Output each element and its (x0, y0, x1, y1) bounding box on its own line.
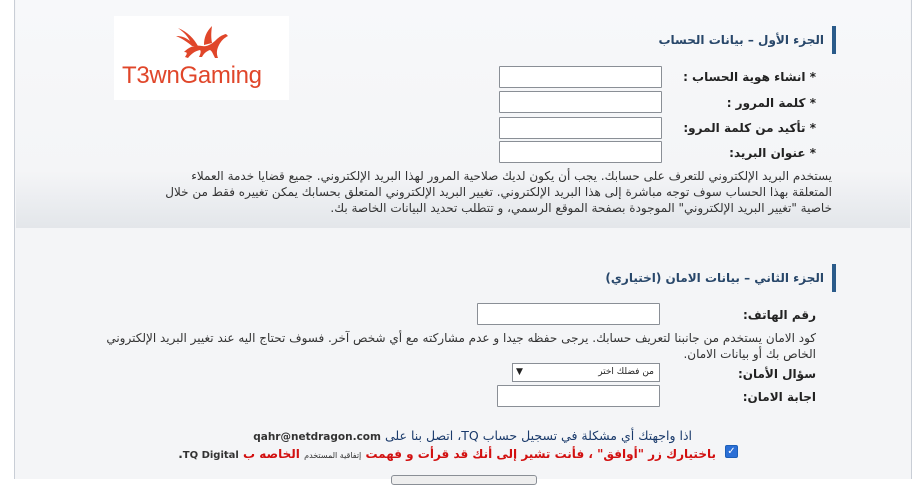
security-code-note (36, 330, 816, 362)
email-usage-note (112, 168, 832, 216)
agreement-text: باختيارك زر "أوافق" ، فأنت تشير إلى أنك قد قرأت و فهمت إتفاقية المستخدم الخاصه ب TQ Digital. (178, 447, 716, 461)
logo (114, 16, 289, 100)
email-label: * عنوان البريد: (729, 146, 816, 160)
section2-heading: الجزء الثاني – بيانات الامان (اختياري) (605, 264, 836, 292)
phone-label: رقم الهاتف: (743, 308, 816, 322)
confirm-password-input[interactable] (499, 117, 662, 139)
logo-text: T3wnGaming (122, 62, 262, 89)
support-email-link[interactable]: qahr@netdragon.com (253, 431, 381, 443)
password-input[interactable] (499, 91, 662, 113)
note-line: يستخدم البريد الإلكتروني للتعرف على حسابك. يجب أن يكون لديك صلاحية المرور لهذا البريد الإلكتروني. جميع قضايا خدمة العملاء (191, 169, 832, 183)
note-line: كود الامان يستخدم من جانبنا لتعريف حسابك. يرجى حفظه جيدا و عدم مشاركته مع أي شخص آخر. فسوف تحتاج اليه عند تغيير البريد الإلكتروني (106, 331, 816, 345)
account-id-label: * انشاء هوية الحساب : (683, 70, 816, 84)
agree-button[interactable] (391, 475, 537, 485)
confirm-password-label: * تأكيد من كلمة المرو: (683, 121, 816, 135)
pegasus-logo-icon (174, 24, 232, 62)
agreement-part2: الخاصه ب (243, 447, 300, 461)
chevron-down-icon: ▼ (516, 367, 523, 377)
agreement-brand: TQ Digital (182, 450, 239, 461)
account-id-input[interactable] (499, 66, 662, 88)
security-answer-label: اجابة الامان: (742, 390, 816, 404)
section1-heading: الجزء الأول – بيانات الحساب (658, 26, 836, 54)
email-input[interactable] (499, 141, 662, 163)
password-label: * كلمة المرور : (726, 96, 816, 110)
note-line: خاصية "تغيير البريد الإلكتروني" الموجودة بصفحة الموقع الرسمي، و تتطلب تحديد البيانات الخاصة بك. (330, 201, 832, 215)
help-message: اذا واجهتك أي مشكلة في تسجيل حساب TQ، اتصل بنا على (384, 428, 692, 443)
user-agreement-link[interactable]: إتفاقية المستخدم (304, 451, 362, 460)
security-question-value: من فضلك اختر (598, 367, 654, 377)
security-question-select[interactable] (512, 363, 660, 382)
security-answer-input[interactable] (497, 385, 660, 407)
note-line: المتعلقة بهذا الحساب سوف توجه مباشرة إلى هذا البريد الإلكتروني. تغيير البريد الإلكتروني المتعلق بحسابك يمكن تغييره فقط من خلال (165, 185, 832, 199)
note-line: الخاص بك أو بيانات الامان. (683, 347, 816, 361)
agree-checkbox[interactable]: ✓ (725, 445, 738, 458)
security-question-label: سؤال الأمان: (737, 367, 816, 381)
help-text (253, 428, 692, 445)
agreement-part1: باختيارك زر "أوافق" ، فأنت تشير إلى أنك قد قرأت و فهمت (365, 447, 716, 461)
phone-input[interactable] (477, 303, 660, 325)
